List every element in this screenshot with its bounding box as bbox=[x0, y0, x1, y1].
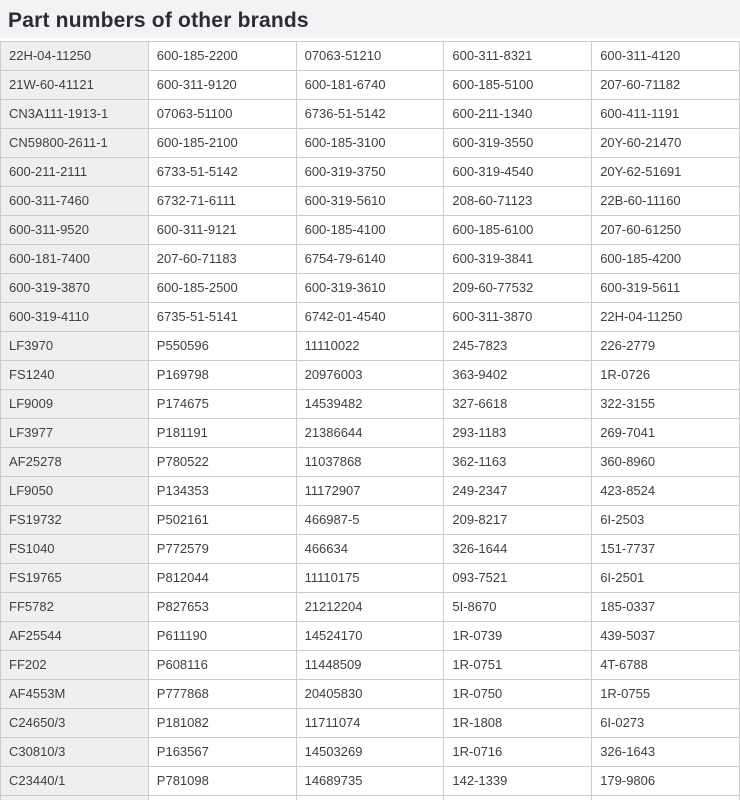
part-number-cell: 209-8217 bbox=[444, 506, 592, 535]
part-number-cell: 6I-2503 bbox=[592, 506, 740, 535]
part-number-cell-brand-col: AF25278 bbox=[1, 448, 149, 477]
table-row bbox=[1, 796, 740, 800]
part-number-cell: 226-2779 bbox=[592, 332, 740, 361]
part-number-cell: 1R-0755 bbox=[592, 680, 740, 709]
part-number-cell-brand-col: 22H-04-11250 bbox=[1, 42, 149, 71]
part-number-cell: 249-2347 bbox=[444, 477, 592, 506]
part-number-cell: 600-319-3550 bbox=[444, 129, 592, 158]
part-number-cell: 14539482 bbox=[296, 390, 444, 419]
part-number-cell: 6I-2501 bbox=[592, 564, 740, 593]
part-number-cell: 600-185-6100 bbox=[444, 216, 592, 245]
part-number-cell: 600-185-2200 bbox=[148, 42, 296, 71]
title-bar bbox=[0, 0, 740, 38]
part-number-cell: 6742-01-4540 bbox=[296, 303, 444, 332]
part-number-cell-brand-col: 600-319-3870 bbox=[1, 274, 149, 303]
part-number-cell: 600-319-3841 bbox=[444, 245, 592, 274]
part-number-cell: P772579 bbox=[148, 535, 296, 564]
part-number-cell-brand-col: 21W-60-41121 bbox=[1, 71, 149, 100]
part-number-cell: 600-185-5100 bbox=[444, 71, 592, 100]
part-number-cell-brand-col: 600-311-9520 bbox=[1, 216, 149, 245]
part-number-cell: 20Y-62-51691 bbox=[592, 158, 740, 187]
part-number-cell: 1R-1808 bbox=[444, 709, 592, 738]
table-row bbox=[1, 100, 740, 129]
part-number-cell-brand-col: 600-319-4110 bbox=[1, 303, 149, 332]
part-number-cell-brand-col bbox=[1, 796, 149, 800]
part-number-cell: 1R-0739 bbox=[444, 622, 592, 651]
table-row bbox=[1, 622, 740, 651]
part-number-cell: 22B-60-11160 bbox=[592, 187, 740, 216]
part-number-cell: 11037868 bbox=[296, 448, 444, 477]
part-number-cell bbox=[148, 796, 296, 800]
part-number-cell: 20Y-60-21470 bbox=[592, 129, 740, 158]
part-number-cell-brand-col: FS1040 bbox=[1, 535, 149, 564]
part-number-cell: 600-181-6740 bbox=[296, 71, 444, 100]
part-number-cell: 6754-79-6140 bbox=[296, 245, 444, 274]
part-number-cell: P181191 bbox=[148, 419, 296, 448]
part-number-cell: 07063-51100 bbox=[148, 100, 296, 129]
part-number-cell: 600-319-5610 bbox=[296, 187, 444, 216]
part-number-cell-brand-col: C30810/3 bbox=[1, 738, 149, 767]
part-number-cell: 207-60-71182 bbox=[592, 71, 740, 100]
part-number-cell-brand-col: FS19732 bbox=[1, 506, 149, 535]
part-number-cell: 11711074 bbox=[296, 709, 444, 738]
part-number-cell: 600-311-3870 bbox=[444, 303, 592, 332]
part-number-cell: 600-185-4100 bbox=[296, 216, 444, 245]
table-row bbox=[1, 158, 740, 187]
table-row bbox=[1, 448, 740, 477]
table-row bbox=[1, 738, 740, 767]
part-number-cell: 600-319-5611 bbox=[592, 274, 740, 303]
part-number-cell: 209-60-77532 bbox=[444, 274, 592, 303]
part-number-cell-brand-col: FS1240 bbox=[1, 361, 149, 390]
part-number-cell: 600-211-1340 bbox=[444, 100, 592, 129]
part-number-cell: 185-0337 bbox=[592, 593, 740, 622]
part-number-cell: 600-311-9121 bbox=[148, 216, 296, 245]
table-row bbox=[1, 71, 740, 100]
part-number-cell: P181082 bbox=[148, 709, 296, 738]
part-number-cell: 093-7521 bbox=[444, 564, 592, 593]
part-number-cell: 6I-0273 bbox=[592, 709, 740, 738]
part-number-cell: 600-185-2100 bbox=[148, 129, 296, 158]
part-number-cell-brand-col: LF3977 bbox=[1, 419, 149, 448]
part-number-cell: 269-7041 bbox=[592, 419, 740, 448]
part-number-cell: P812044 bbox=[148, 564, 296, 593]
part-number-cell: 362-1163 bbox=[444, 448, 592, 477]
part-number-cell: 326-1643 bbox=[592, 738, 740, 767]
page-title: Part numbers of other brands bbox=[8, 9, 309, 32]
part-number-cell: P780522 bbox=[148, 448, 296, 477]
part-number-cell: 14503269 bbox=[296, 738, 444, 767]
part-number-cell: P827653 bbox=[148, 593, 296, 622]
part-number-cell-brand-col: C23440/1 bbox=[1, 767, 149, 796]
part-number-cell-brand-col: 600-211-2111 bbox=[1, 158, 149, 187]
part-number-cell: 600-319-3610 bbox=[296, 274, 444, 303]
part-numbers-table-body bbox=[1, 42, 740, 800]
part-number-cell-brand-col: LF9050 bbox=[1, 477, 149, 506]
part-number-cell bbox=[592, 796, 740, 800]
table-row bbox=[1, 535, 740, 564]
part-number-cell: 466634 bbox=[296, 535, 444, 564]
part-number-cell: 142-1339 bbox=[444, 767, 592, 796]
part-number-cell: 600-311-8321 bbox=[444, 42, 592, 71]
part-number-cell: P611190 bbox=[148, 622, 296, 651]
part-number-cell: 1R-0751 bbox=[444, 651, 592, 680]
table-row bbox=[1, 303, 740, 332]
part-number-cell-brand-col: LF3970 bbox=[1, 332, 149, 361]
table-row bbox=[1, 187, 740, 216]
table-row bbox=[1, 274, 740, 303]
part-number-cell: 600-185-4200 bbox=[592, 245, 740, 274]
part-number-cell: 600-185-2500 bbox=[148, 274, 296, 303]
table-row bbox=[1, 767, 740, 796]
part-number-cell: 151-7737 bbox=[592, 535, 740, 564]
part-number-cell: 326-1644 bbox=[444, 535, 592, 564]
part-number-cell: P163567 bbox=[148, 738, 296, 767]
part-number-cell-brand-col: 600-311-7460 bbox=[1, 187, 149, 216]
part-number-cell-brand-col: 600-181-7400 bbox=[1, 245, 149, 274]
table-row bbox=[1, 390, 740, 419]
part-number-cell: 293-1183 bbox=[444, 419, 592, 448]
part-number-cell: 1R-0716 bbox=[444, 738, 592, 767]
part-number-cell: P550596 bbox=[148, 332, 296, 361]
part-number-cell: 207-60-71183 bbox=[148, 245, 296, 274]
part-number-cell: 07063-51210 bbox=[296, 42, 444, 71]
table-row bbox=[1, 42, 740, 71]
part-number-cell-brand-col: C24650/3 bbox=[1, 709, 149, 738]
part-number-cell: 600-185-3100 bbox=[296, 129, 444, 158]
part-number-cell: 600-319-4540 bbox=[444, 158, 592, 187]
part-number-cell: 600-411-1191 bbox=[592, 100, 740, 129]
table-row bbox=[1, 506, 740, 535]
part-number-cell bbox=[444, 796, 592, 800]
part-number-cell-brand-col: CN59800-2611-1 bbox=[1, 129, 149, 158]
table-row bbox=[1, 419, 740, 448]
part-number-cell: 11110022 bbox=[296, 332, 444, 361]
table-row bbox=[1, 564, 740, 593]
part-number-cell: 14689735 bbox=[296, 767, 444, 796]
part-number-cell: 439-5037 bbox=[592, 622, 740, 651]
part-number-cell: 20976003 bbox=[296, 361, 444, 390]
part-number-cell: P134353 bbox=[148, 477, 296, 506]
part-number-cell: 600-311-4120 bbox=[592, 42, 740, 71]
table-row bbox=[1, 245, 740, 274]
part-number-cell: 11172907 bbox=[296, 477, 444, 506]
part-number-cell: P174675 bbox=[148, 390, 296, 419]
part-number-cell: 14524170 bbox=[296, 622, 444, 651]
part-number-cell-brand-col: AF25544 bbox=[1, 622, 149, 651]
part-number-cell: P781098 bbox=[148, 767, 296, 796]
part-number-cell: 1R-0750 bbox=[444, 680, 592, 709]
part-number-cell: 22H-04-11250 bbox=[592, 303, 740, 332]
part-number-cell: 6735-51-5141 bbox=[148, 303, 296, 332]
part-number-cell: 208-60-71123 bbox=[444, 187, 592, 216]
part-number-cell: P777868 bbox=[148, 680, 296, 709]
part-number-cell: P169798 bbox=[148, 361, 296, 390]
part-number-cell-brand-col: AF4553M bbox=[1, 680, 149, 709]
table-row bbox=[1, 680, 740, 709]
part-number-cell: 20405830 bbox=[296, 680, 444, 709]
table-row bbox=[1, 477, 740, 506]
part-number-cell: P608116 bbox=[148, 651, 296, 680]
part-number-cell: 21212204 bbox=[296, 593, 444, 622]
part-number-cell: 6736-51-5142 bbox=[296, 100, 444, 129]
part-number-cell: 423-8524 bbox=[592, 477, 740, 506]
table-row bbox=[1, 129, 740, 158]
part-number-cell-brand-col: FS19765 bbox=[1, 564, 149, 593]
part-number-cell: 245-7823 bbox=[444, 332, 592, 361]
part-number-cell: 6733-51-5142 bbox=[148, 158, 296, 187]
part-number-cell: 1R-0726 bbox=[592, 361, 740, 390]
table-row bbox=[1, 651, 740, 680]
part-number-cell: 322-3155 bbox=[592, 390, 740, 419]
part-number-cell-brand-col: FF202 bbox=[1, 651, 149, 680]
part-number-cell-brand-col: LF9009 bbox=[1, 390, 149, 419]
part-number-cell: 360-8960 bbox=[592, 448, 740, 477]
part-number-cell: 466987-5 bbox=[296, 506, 444, 535]
part-number-cell-brand-col: FF5782 bbox=[1, 593, 149, 622]
table-row bbox=[1, 709, 740, 738]
part-number-cell bbox=[296, 796, 444, 800]
part-number-cell: 179-9806 bbox=[592, 767, 740, 796]
part-number-cell: 5I-8670 bbox=[444, 593, 592, 622]
part-number-cell: 21386644 bbox=[296, 419, 444, 448]
table-row bbox=[1, 593, 740, 622]
table-row bbox=[1, 361, 740, 390]
part-numbers-table bbox=[0, 41, 740, 800]
part-number-cell-brand-col: CN3A111-1913-1 bbox=[1, 100, 149, 129]
table-row bbox=[1, 216, 740, 245]
part-number-cell: P502161 bbox=[148, 506, 296, 535]
part-number-cell: 363-9402 bbox=[444, 361, 592, 390]
part-number-cell: 207-60-61250 bbox=[592, 216, 740, 245]
part-number-cell: 11448509 bbox=[296, 651, 444, 680]
part-number-cell: 600-319-3750 bbox=[296, 158, 444, 187]
part-number-cell: 11110175 bbox=[296, 564, 444, 593]
part-number-cell: 327-6618 bbox=[444, 390, 592, 419]
part-number-cell: 600-311-9120 bbox=[148, 71, 296, 100]
part-number-cell: 6732-71-6111 bbox=[148, 187, 296, 216]
part-number-cell: 4T-6788 bbox=[592, 651, 740, 680]
table-row bbox=[1, 332, 740, 361]
